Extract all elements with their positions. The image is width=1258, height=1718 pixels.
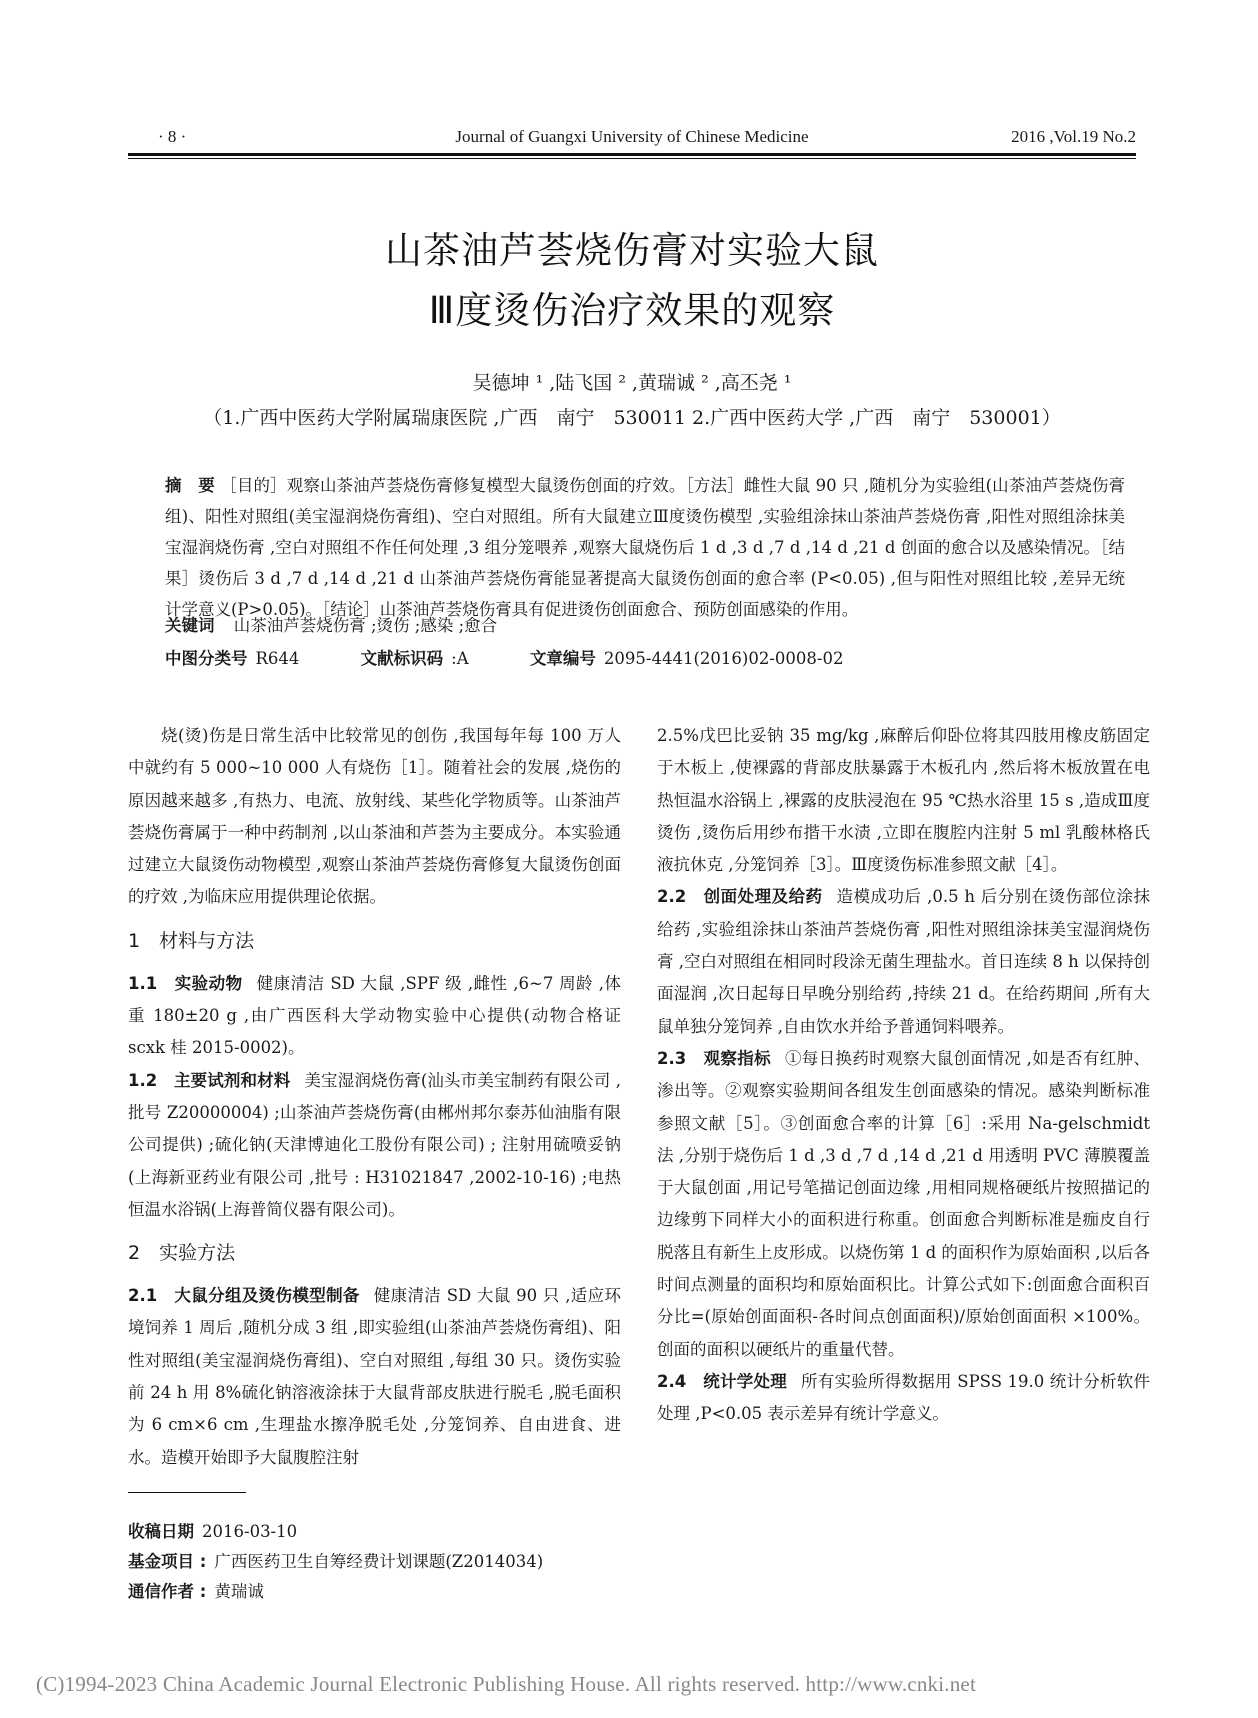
article-number-label: 文章编号 <box>529 649 596 668</box>
doc-code-value: :A <box>451 649 469 668</box>
left-column <box>128 720 621 1474</box>
received-label: 收稿日期 <box>128 1522 194 1541</box>
keywords-label: 关键词 <box>165 616 215 635</box>
page-number: · 8 · <box>158 127 187 146</box>
author-list: 吴德坤 ¹ ,陆飞国 ² ,黄瑞诚 ² ,高丕尧 ¹ <box>472 372 792 394</box>
subsection-2-4-label: 2.4 统计学处理 <box>657 1371 787 1391</box>
subsection-1-1 <box>128 968 621 1065</box>
abstract-label: 摘 要 <box>165 476 215 495</box>
article-title-line2: Ⅲ度烫伤治疗效果的观察 <box>428 289 836 332</box>
classification-line <box>165 645 1125 669</box>
corresponding-label: 通信作者 : <box>128 1582 207 1601</box>
section-2-heading: 2 实验方法 <box>128 1242 236 1265</box>
subsection-2-4-text: 所有实验所得数据用 SPSS 19.0 统计分析软件处理 ,P<0.05 表示差异有统计学意义。 <box>657 1371 1150 1424</box>
subsection-2-1-label: 2.1 大鼠分组及烫伤模型制备 <box>128 1286 360 1306</box>
footnote-rule <box>128 1492 246 1493</box>
subsection-1-2 <box>128 1065 621 1226</box>
header-rule-thin <box>128 158 1136 159</box>
fund-value: 广西医药卫生自筹经费计划课题(Z2014034) <box>214 1552 544 1571</box>
continued-paragraph: 2.5%戊巴比妥钠 35 mg/kg ,麻醉后仰卧位将其四肢用橡皮筋固定于木板上 ,使裸露的背部皮肤暴露于木板孔内 ,然后将木板放置在电热恒温水浴锅上 ,裸露的皮肤浸泡在 95 ℃热水浴里 15 s ,造成Ⅲ度烫伤 ,烫伤后用纱布揩干水渍 ,立即在腹腔内注射 5 ml 乳酸林格氏液抗休克 ,分笼饲养［3］。Ⅲ度烫伤标准参照文献［4］。 <box>657 726 1150 875</box>
volume-issue: 2016 ,Vol.19 No.2 <box>1011 127 1136 146</box>
subsection-2-2 <box>657 881 1150 1042</box>
right-column <box>657 720 1150 1431</box>
article-title-line1: 山茶油芦荟烧伤膏对实验大鼠 <box>385 229 879 272</box>
subsection-2-4 <box>657 1366 1150 1431</box>
copyright-watermark: (C)1994-2023 China Academic Journal Electronic Publishing House. All rights reserved. http://www.cnki.net <box>36 1672 976 1696</box>
fund-label: 基金项目 : <box>128 1552 207 1571</box>
keywords-text: 山茶油芦荟烧伤膏 ;烫伤 ;感染 ;愈合 <box>233 616 498 635</box>
subsection-1-2-label: 1.2 主要试剂和材料 <box>128 1070 291 1090</box>
footnote-fund <box>128 1548 543 1572</box>
subsection-2-3 <box>657 1043 1150 1366</box>
subsection-2-1 <box>128 1280 621 1474</box>
intro-paragraph: 烧(烫)伤是日常生活中比较常见的创伤 ,我国每年每 100 万人中就约有 5 000~10 000 人有烧伤［1］。随着社会的发展 ,烧伤的原因越来越多 ,有热力、电流、放射线、某些化学物质等。山茶油芦荟烧伤膏属于一种中药制剂 ,以山茶油和芦荟为主要成分。本实验通过建立大鼠烫伤动物模型 ,观察山茶油芦荟烧伤膏修复大鼠烫伤创面的疗效 ,为临床应用提供理论依据。 <box>128 726 621 907</box>
subsection-2-3-text: ①每日换药时观察大鼠创面情况 ,如是否有红肿、渗出等。②观察实验期间各组发生创面感染的情况。感染判断标准参照文献［5］。③创面愈合率的计算［6］:采用 Na-gelschmidt 法 ,分别于烧伤后 1 d ,3 d ,7 d ,14 d ,21 d 用透明 PVC 薄膜覆盖于大鼠创面 ,用记号笔描记创面边缘 ,用相同规格硬纸片按照描记的边缘剪下同样大小的面积进行称重。创面愈合判断标准是痂皮自行脱落且有新生上皮形成。以烧伤第 1 d 的面积作为原始面积 ,以后各时间点测量的面积均和原始面积比。计算公式如下:创面愈合面积百分比=(原始创面面积-各时间点创面面积)/原始创面面积 ×100%。创面的面积以硬纸片的重量代替。 <box>657 1048 1150 1359</box>
doc-code-label: 文献标识码 <box>360 649 444 668</box>
journal-name: Journal of Guangxi University of Chinese Medicine <box>455 127 809 146</box>
received-value: 2016-03-10 <box>202 1522 298 1541</box>
abstract-text: ［目的］观察山茶油芦荟烧伤膏修复模型大鼠烫伤创面的疗效。［方法］雌性大鼠 90 只 ,随机分为实验组(山茶油芦荟烧伤膏组)、阳性对照组(美宝湿润烧伤膏组)、空白对照组。所有大鼠建立Ⅲ度烫伤模型 ,实验组涂抹山茶油芦荟烧伤膏 ,阳性对照组涂抹美宝湿润烧伤膏 ,空白对照组不作任何处理 ,3 组分笼喂养 ,观察大鼠烧伤后 1 d ,3 d ,7 d ,14 d ,21 d 创面的愈合以及感染情况。［结果］烫伤后 3 d ,7 d ,14 d ,21 d 山茶油芦荟烧伤膏能显著提高大鼠烫伤创面的愈合率 (P<0.05) ,但与阳性对照组比较 ,差异无统计学意义(P>0.05)。［结论］山茶油芦荟烧伤膏具有促进烫伤创面愈合、预防创面感染的作用。 <box>165 476 1126 619</box>
keywords <box>165 612 497 636</box>
clc-value: R644 <box>255 649 300 668</box>
affiliation: （1.广西中医药大学附属瑞康医院 ,广西 南宁 530011 2.广西中医药大学 ,广西 南宁 530001） <box>203 407 1061 429</box>
subsection-2-1-text: 健康清洁 SD 大鼠 90 只 ,适应环境饲养 1 周后 ,随机分成 3 组 ,即实验组(山茶油芦荟烧伤膏组)、阳性对照组(美宝湿润烧伤膏组)、空白对照组 ,每组 30 只。烫伤实验前 24 h 用 8%硫化钠溶液涂抹于大鼠背部皮肤进行脱毛 ,脱毛面积为 6 cm×6 cm ,生理盐水擦净脱毛处 ,分笼饲养、自由进食、进水。造模开始即予大鼠腹腔注射 <box>128 1286 621 1467</box>
subsection-1-1-text: 健康清洁 SD 大鼠 ,SPF 级 ,雌性 ,6~7 周龄 ,体重 180±20 g ,由广西医科大学动物实验中心提供(动物合格证 scxk 桂 2015-0002)。 <box>128 973 621 1058</box>
subsection-2-2-text: 造模成功后 ,0.5 h 后分别在烫伤部位涂抹给药 ,实验组涂抹山茶油芦荟烧伤膏 ,阳性对照组涂抹美宝湿润烧伤膏 ,空白对照组在相同时段涂无菌生理盐水。首日连续 8 h 以保持创面湿润 ,次日起每日早晚分别给药 ,持续 21 d。在给药期间 ,所有大鼠单独分笼饲养 ,自由饮水并给予普通饲料喂养。 <box>657 887 1150 1036</box>
corresponding-value: 黄瑞诚 <box>214 1582 264 1601</box>
header-rule-thick <box>128 153 1136 156</box>
footnote-received <box>128 1518 297 1542</box>
subsection-2-2-label: 2.2 创面处理及给药 <box>657 887 823 907</box>
article-number-value: 2095-4441(2016)02-0008-02 <box>603 649 844 668</box>
subsection-1-2-text: 美宝湿润烧伤膏(汕头市美宝制药有限公司 ,批号 Z20000004) ;山茶油芦荟烧伤膏(由郴州邦尔泰苏仙油脂有限公司提供) ;硫化钠(天津博迪化工股份有限公司) ; 注射用硫喷妥钠 (上海新亚药业有限公司 ,批号 : H31021847 ,2002-10-16) ;电热恒温水浴锅(上海普简仪器有限公司)。 <box>128 1070 621 1219</box>
subsection-1-1-label: 1.1 实验动物 <box>128 973 243 993</box>
subsection-2-3-label: 2.3 观察指标 <box>657 1048 771 1068</box>
clc-label: 中图分类号 <box>165 649 248 668</box>
abstract <box>165 470 1125 625</box>
footnote-corresponding <box>128 1578 264 1602</box>
section-1-heading: 1 材料与方法 <box>128 929 255 952</box>
